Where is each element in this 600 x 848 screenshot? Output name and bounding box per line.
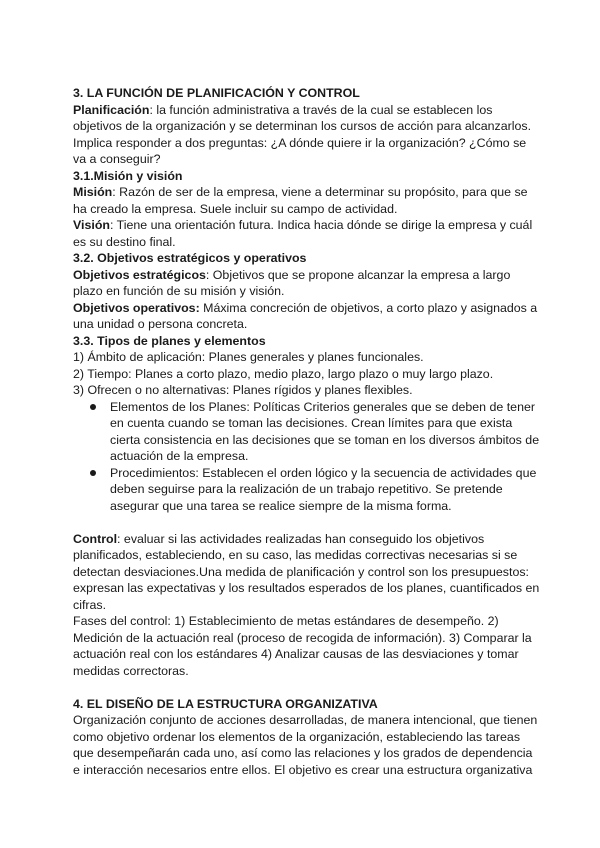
text-line: : la función administrativa a través de la cual se establecen los	[149, 102, 493, 117]
text-line: Máxima concreción de objetivos, a corto plazo y asignados a	[199, 300, 538, 315]
mision-paragraph	[73, 184, 530, 201]
text-line: Fases del control: 1) Establecimiento de metas estándares de desempeño. 2)	[73, 614, 499, 628]
section-3-heading: 3. LA FUNCIÓN DE PLANIFICACIÓN Y CONTROL	[73, 86, 360, 100]
text-line: es su destino final.	[73, 234, 176, 249]
text-line: detectan desviaciones.Una medida de planificación y control son los presupuestos:	[73, 564, 529, 579]
planificacion-term: Planificación	[73, 102, 150, 117]
text-line: objetivos de la organización y se determinan los cursos de acción para alcanzarlos.	[73, 119, 532, 133]
text-line: e interacción necesarios entre ellos. El objetivo es crear una estructura organizativa	[73, 762, 533, 777]
vision-paragraph	[73, 217, 533, 234]
text-line: Implica responder a dos preguntas: ¿A dónde quiere ir la organización? ¿Cómo se	[73, 135, 527, 150]
text-line: Elementos de los Planes: Políticas Criterios generales que se deben de tener	[110, 399, 535, 414]
text-line: actuación real con los estándares 4) Analizar causas de las desviaciones y tomar	[73, 647, 519, 661]
document-body	[73, 85, 540, 778]
text-line: Organización conjunto de acciones desarrolladas, de manera intencional, que tienen	[73, 713, 538, 727]
text-line: planificados, estableciendo, en su caso, las medidas correctivas necesarias si se	[73, 548, 518, 562]
bullet-dot-icon	[90, 404, 96, 410]
mision-term: Misión	[73, 185, 113, 199]
text-line: Procedimientos: Establecen el orden lógico y la secuencia de actividades que	[110, 465, 537, 480]
objetivos-estrategicos-term: Objetivos estratégicos	[73, 267, 206, 282]
text-line: una unidad o persona concreta.	[73, 317, 248, 331]
text-line: cierta consistencia en las decisiones que se toman en los diversos ámbitos de	[110, 432, 540, 447]
text-line: : evaluar si las actividades realizadas han conseguido los objetivos	[117, 531, 485, 546]
text-line: plazo en función de su misión y visión.	[73, 284, 285, 298]
numbered-item: 3) Ofrecen o no alternativas: Planes rígidos y planes flexibles.	[73, 383, 413, 397]
text-line: asegurar que una tarea se realice siempre de la misma forma.	[110, 498, 452, 513]
text-line: medidas correctoras.	[73, 663, 189, 678]
text-line: ha creado la empresa. Suele incluir su campo de actividad.	[73, 201, 398, 216]
objetivos-estrategicos-paragraph	[73, 267, 530, 284]
planificacion-paragraph	[73, 102, 530, 119]
text-line: va a conseguir?	[73, 152, 161, 166]
control-paragraph	[73, 531, 530, 548]
text-line: : Tiene una orientación futura. Indica hacia dónde se dirige la empresa y cuál	[109, 218, 533, 232]
paragraph-gap	[73, 514, 530, 531]
text-line: deben seguirse para la realización de un trabajo repetitivo. Se pretende	[110, 482, 503, 496]
text-line: : Razón de ser de la empresa, viene a determinar su propósito, para que se	[112, 185, 528, 199]
text-line: actuación de la empresa.	[110, 449, 249, 463]
numbered-item: 2) Tiempo: Planes a corto plazo, medio plazo, largo plazo o muy largo plazo.	[73, 366, 494, 381]
vision-term: Visión	[73, 218, 110, 232]
numbered-item: 1) Ámbito de aplicación: Planes generales y planes funcionales.	[73, 350, 424, 364]
text-line: expresan las expectativas y los resultados esperados de los planes, cuantificados en	[73, 581, 540, 595]
bullet-item-procedimientos	[73, 465, 537, 515]
section-3-1-heading: 3.1.Misión y visión	[73, 168, 183, 183]
section-3-2-heading: 3.2. Objetivos estratégicos y operativos	[73, 251, 307, 265]
paragraph-gap	[73, 679, 530, 696]
control-term: Control	[73, 531, 118, 546]
text-line: cifras.	[73, 597, 107, 612]
section-4-heading: 4. EL DISEÑO DE LA ESTRUCTURA ORGANIZATIVA	[73, 696, 378, 711]
text-line: en cuenta cuando se toman las decisiones. Crean límites para que exista	[110, 416, 513, 430]
text-line: que desempeñarán cada uno, así como las relaciones y los grados de dependencia	[73, 746, 533, 760]
bullet-item-elementos	[73, 399, 540, 465]
objetivos-operativos-term: Objetivos operativos:	[73, 300, 200, 315]
text-line: Medición de la actuación real (proceso de recogida de información). 3) Comparar la	[73, 630, 532, 645]
objetivos-operativos-paragraph	[73, 300, 538, 317]
text-line: : Objetivos que se propone alcanzar la empresa a largo	[205, 267, 511, 282]
bullet-dot-icon	[90, 470, 96, 476]
text-line: como objetivo ordenar los elementos de la organización, estableciendo las tareas	[73, 729, 521, 744]
section-3-3-heading: 3.3. Tipos de planes y elementos	[73, 333, 266, 348]
